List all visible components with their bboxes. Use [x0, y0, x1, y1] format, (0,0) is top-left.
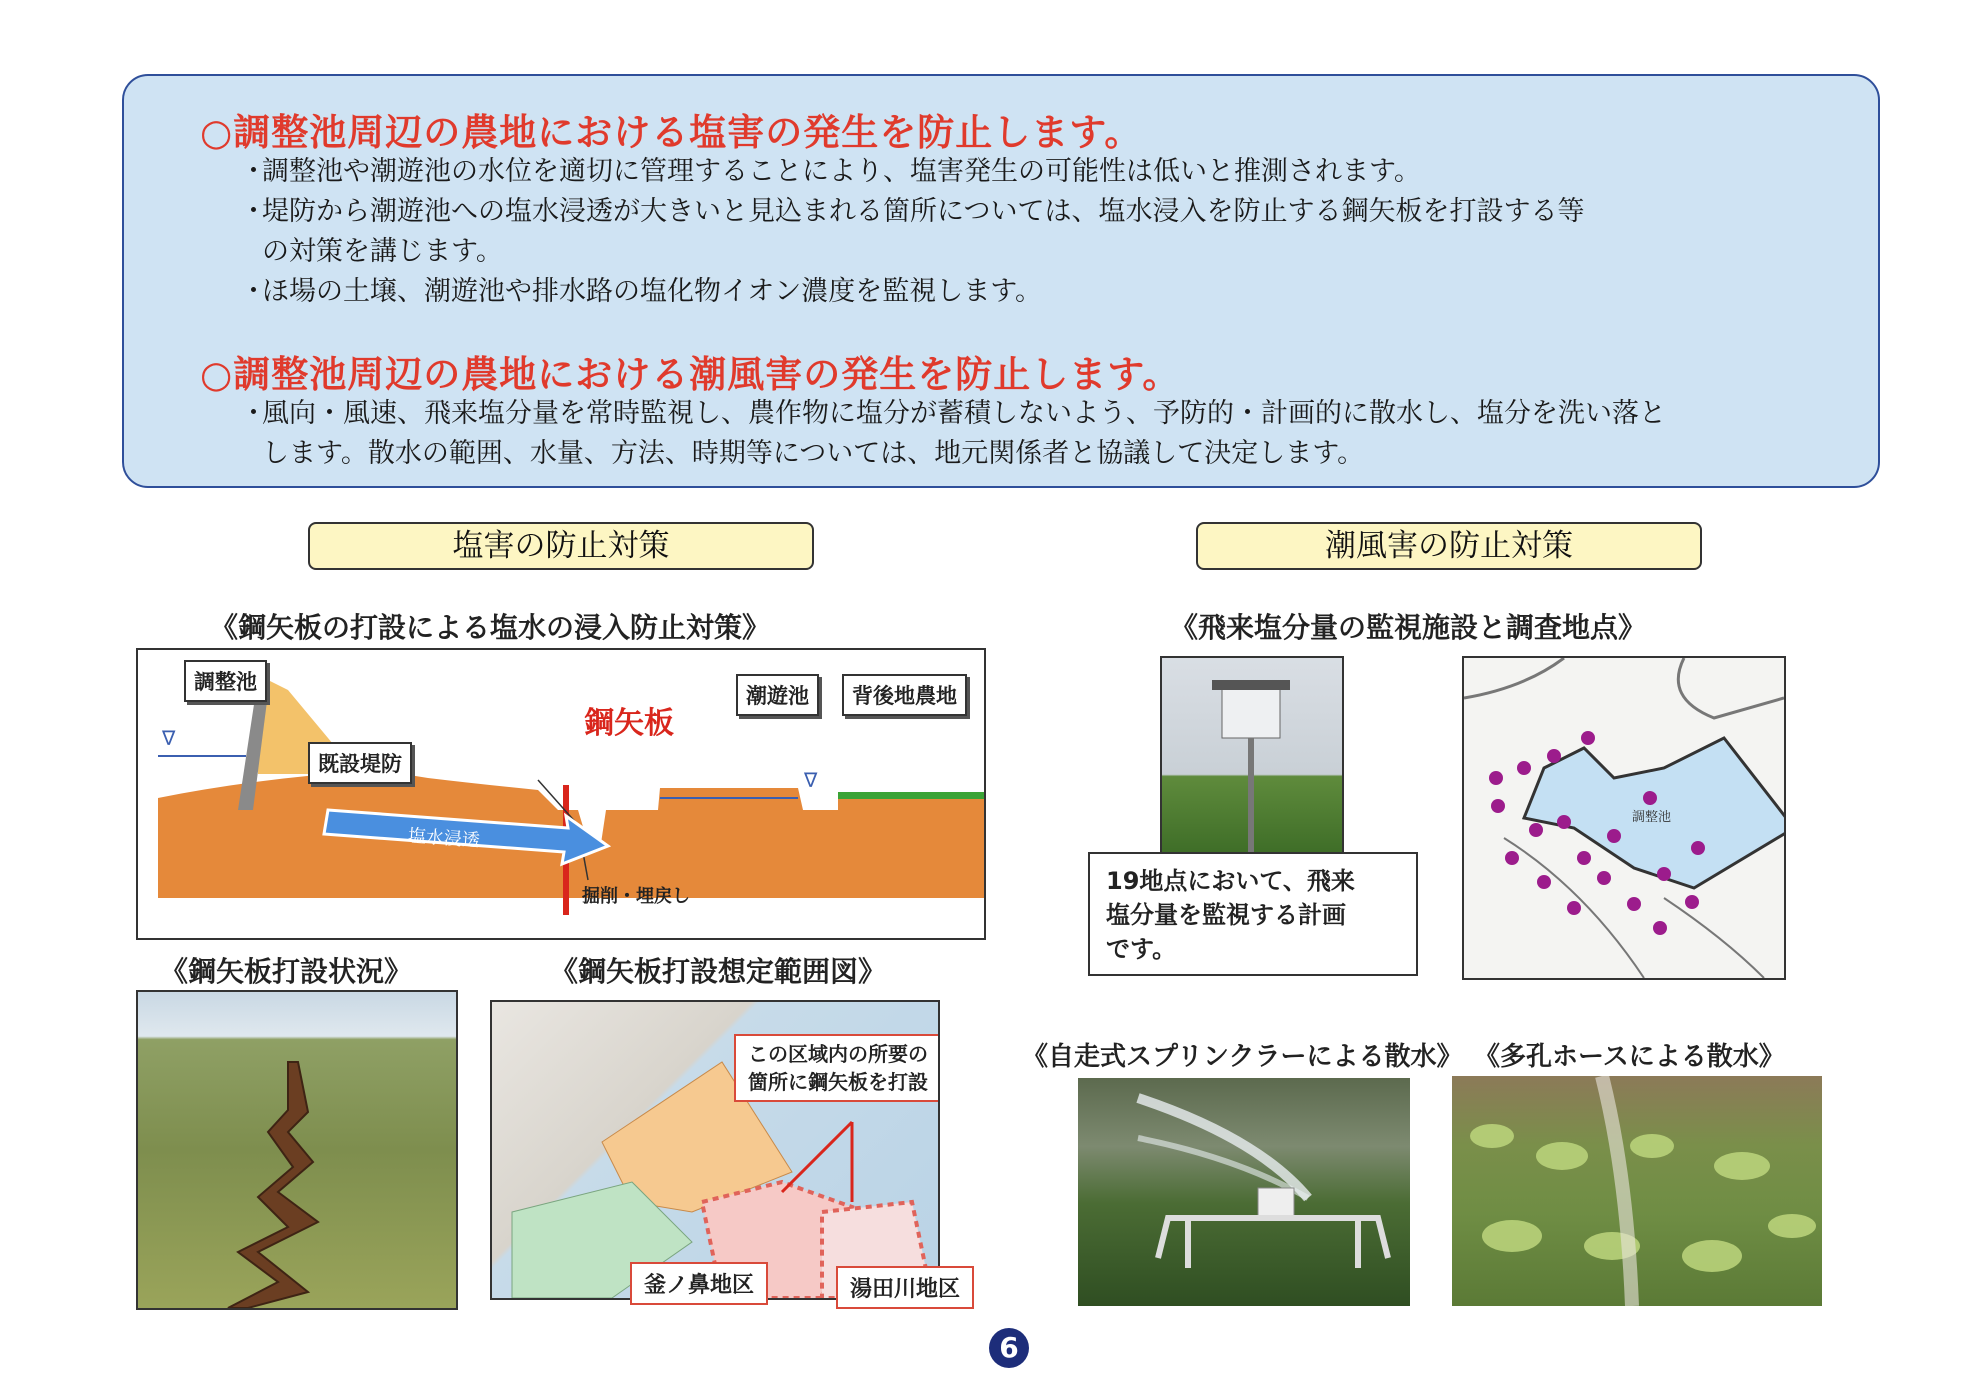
- bullet-sprinkling: [240, 394, 1666, 474]
- tag-pond: 調整池: [184, 660, 267, 702]
- map-note: [734, 1034, 940, 1102]
- diagram-caption: 《鋼矢板の打設による塩水の浸入防止対策》: [210, 611, 771, 644]
- sprinkler-caption: 《自走式スプリンクラーによる散水》: [1022, 1042, 1463, 1072]
- sheet-pile-photo: [136, 990, 458, 1310]
- sheet-pile-cross-section: [136, 648, 986, 940]
- monitoring-station-graphic: [1162, 658, 1342, 852]
- map-caption: 《鋼矢板打設想定範囲図》: [550, 955, 887, 988]
- label-seepage: 塩水浸透: [407, 825, 481, 852]
- label-excavation: 掘削・埋戻し: [582, 886, 690, 907]
- label-salt-prevention: 塩害の防止対策: [308, 522, 814, 570]
- monitor-note: [1088, 852, 1418, 976]
- page-number-badge: 6: [989, 1328, 1029, 1368]
- sheet-pile-photo-graphic: [138, 992, 456, 1308]
- tag-tide-pond: 潮遊池: [736, 674, 819, 716]
- district-label-yudagawa: 湯田川地区: [836, 1266, 974, 1309]
- bullet-text: 調整池や潮遊池の水位を適切に管理することにより、塩害発生の可能性は低いと推測されます。: [262, 156, 1421, 187]
- map-center-label: 調整池: [1632, 810, 1672, 825]
- bullet-text-cont: の対策を講じます。: [262, 236, 503, 267]
- bullet-mark: ・: [240, 196, 267, 227]
- bullet-mark: ・: [240, 156, 267, 187]
- label-wind-prevention: 潮風害の防止対策: [1196, 522, 1702, 570]
- section-heading-salt-damage: ○調整池周辺の農地における塩害の発生を防止します。: [200, 111, 1143, 154]
- monitor-note-line-2: 塩分量を監視する計画: [1106, 901, 1346, 929]
- monitor-caption: 《飛来塩分量の監視施設と調査地点》: [1170, 611, 1647, 644]
- bullet-text: ほ場の土壌、潮遊池や排水路の塩化物イオン濃度を監視します。: [262, 276, 1043, 307]
- bullet-text: 風向・風速、飛来塩分量を常時監視し、農作物に塩分が蓄積しないよう、予防的・計画的に散水し、塩分を洗い落と: [262, 398, 1666, 429]
- water-mark-right: ∇: [804, 768, 818, 792]
- bullet-mark: ・: [240, 398, 267, 429]
- section-heading-wind-damage: ○調整池周辺の農地における潮風害の発生を防止します。: [200, 353, 1181, 396]
- monitor-note-line-1: 19地点において、飛来: [1106, 867, 1355, 895]
- map-note-line-1: この区域内の所要の: [748, 1042, 928, 1066]
- water-mark-left: ∇: [162, 726, 176, 750]
- info-box: [122, 74, 1880, 488]
- bullet-mark: ・: [240, 276, 267, 307]
- bullet-sheet-pile: [240, 192, 1585, 272]
- hose-graphic: [1452, 1076, 1822, 1306]
- bullet-monitoring: [240, 272, 1043, 312]
- hose-caption: 《多孔ホースによる散水》: [1474, 1042, 1785, 1072]
- district-label-kamanohana: 釜ノ鼻地区: [630, 1262, 768, 1305]
- bullet-water-level: [240, 152, 1421, 192]
- tag-farmland: 背後地農地: [842, 674, 967, 716]
- sprinkler-graphic: [1078, 1078, 1410, 1306]
- sheet-pile-range-map: [490, 1000, 940, 1300]
- survey-map-graphic: [1464, 658, 1784, 978]
- perforated-hose-photo: [1452, 1076, 1822, 1306]
- photo-caption: 《鋼矢板打設状況》: [160, 955, 413, 988]
- bullet-text-cont: します。散水の範囲、水量、方法、時期等については、地元関係者と協議して決定します。: [262, 438, 1365, 469]
- tag-levee: 既設堤防: [308, 742, 412, 784]
- survey-points-map: [1462, 656, 1786, 980]
- monitor-note-line-3: です。: [1106, 935, 1177, 963]
- self-propelled-sprinkler-photo: [1078, 1078, 1410, 1306]
- monitoring-station-photo: [1160, 656, 1344, 854]
- bullet-text: 堤防から潮遊池への塩水浸透が大きいと見込まれる箇所については、塩水浸入を防止する鋼矢板を打設する等: [262, 196, 1585, 227]
- map-note-line-2: 箇所に鋼矢板を打設: [748, 1070, 928, 1094]
- label-sheet-pile: 鋼矢板: [584, 706, 674, 741]
